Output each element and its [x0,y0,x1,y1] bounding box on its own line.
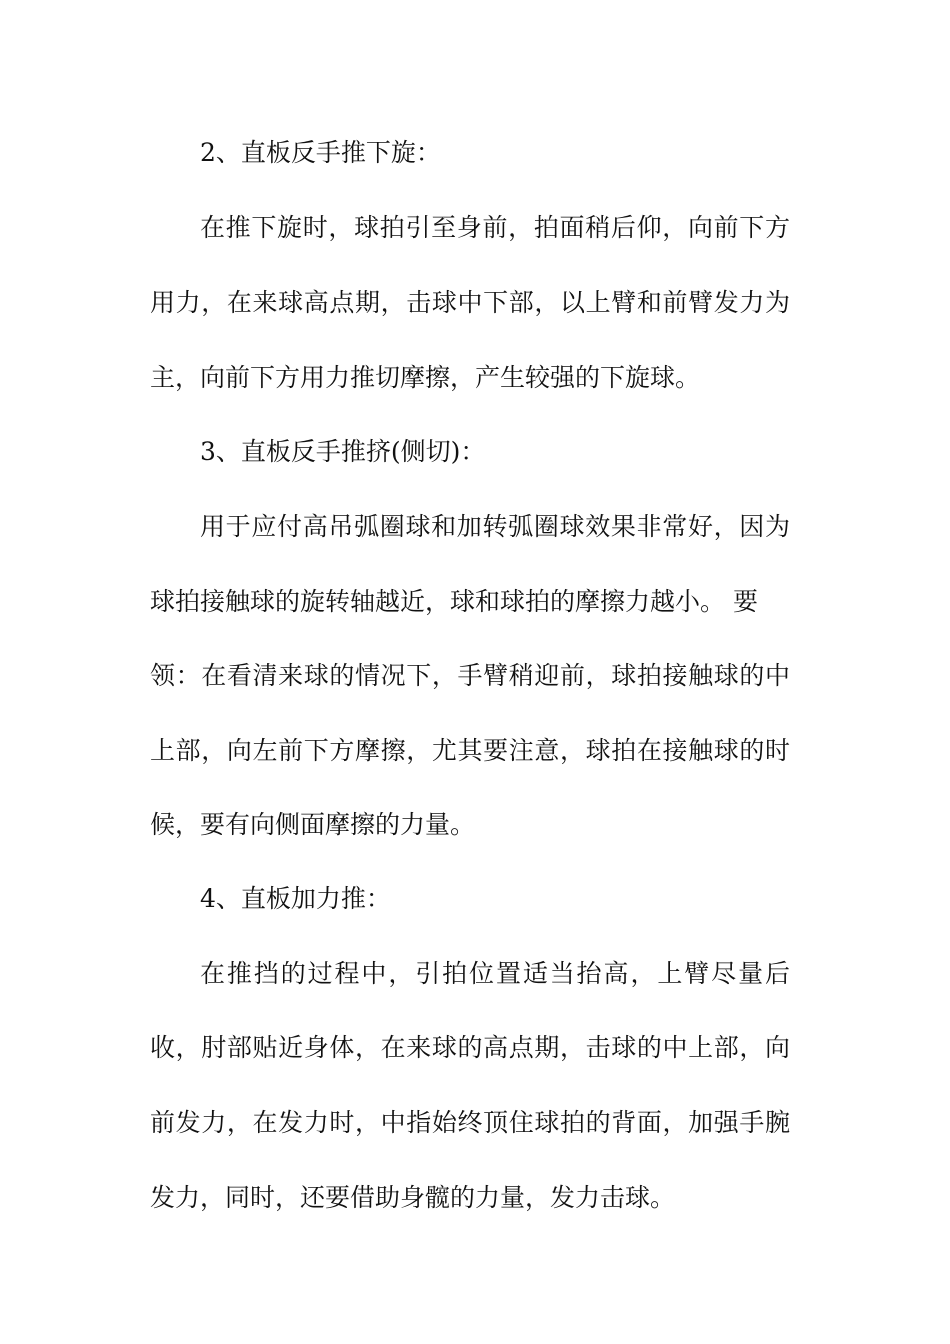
paragraph-line: 用于应付高吊弧圈球和加转弧圈球效果非常好，因为 [200,512,790,541]
paragraph-line: 球拍接触球的旋转轴越近，球和球拍的摩擦力越小。 要 [150,587,758,616]
paragraph-line: 上部，向左前下方摩擦，尤其要注意，球拍在接触球的时 [150,736,790,765]
paragraph-line: 在推挡的过程中，引拍位置适当抬高，上臂尽量后 [200,959,790,988]
paragraph-line: 候，要有向侧面摩擦的力量。 [150,810,476,839]
paragraph-line: 用力，在来球高点期，击球中下部，以上臂和前臂发力为 [150,288,790,317]
section-heading: 3、直板反手推挤(侧切)： [200,437,486,466]
paragraph-line: 领：在看清来球的情况下，手臂稍迎前，球拍接触球的中 [150,661,790,690]
paragraph-line: 前发力，在发力时，中指始终顶住球拍的背面，加强手腕 [150,1108,790,1137]
section-heading: 4、直板加力推： [200,884,391,913]
paragraph-line: 主，向前下方用力推切摩擦，产生较强的下旋球。 [150,363,701,392]
section-heading: 2、直板反手推下旋： [200,138,441,167]
paragraph-line: 发力，同时，还要借助身髋的力量，发力击球。 [150,1183,676,1212]
paragraph-line: 收，肘部贴近身体，在来球的高点期，击球的中上部，向 [150,1033,790,1062]
paragraph-line: 在推下旋时，球拍引至身前，拍面稍后仰，向前下方 [200,213,790,242]
